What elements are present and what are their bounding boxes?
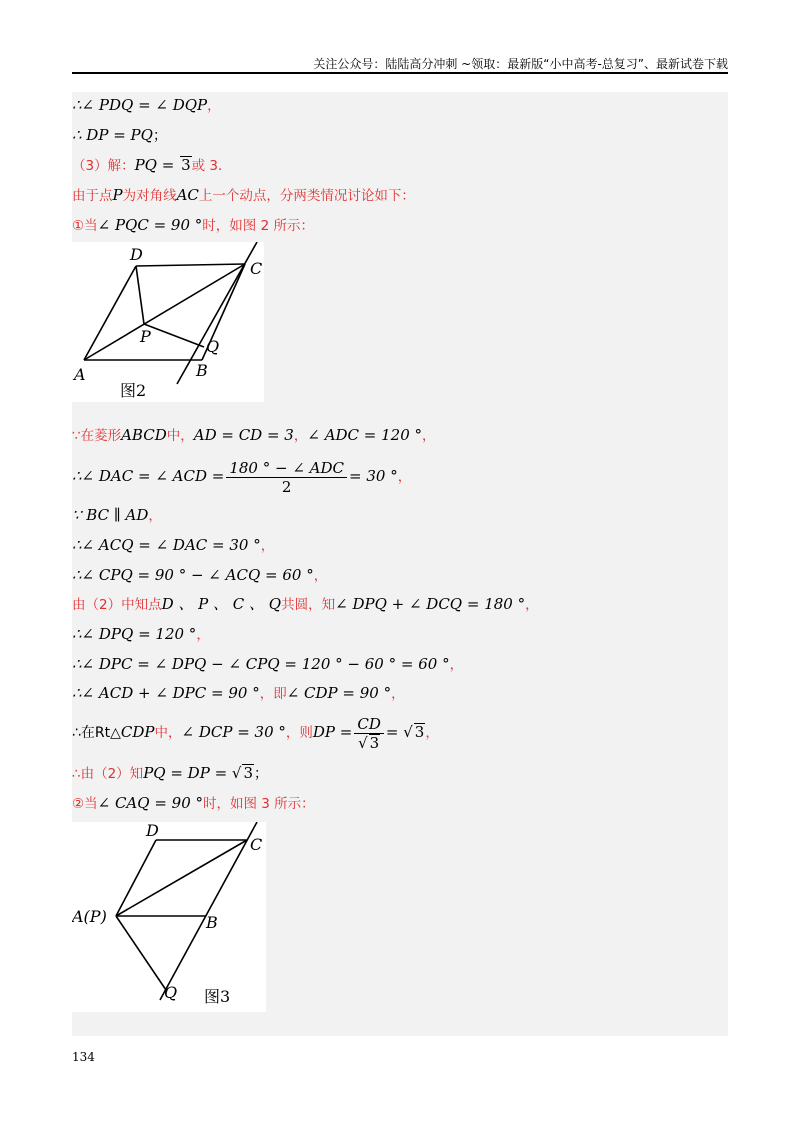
sqrt-value: 3 [414,723,425,741]
text: ，则 [285,725,313,741]
math-text: ∠ CDP = 90 ° [286,684,392,702]
line-3 [72,154,232,177]
text: 上一个动点，分两类情况讨论如下： [198,188,415,204]
line-4 [72,184,415,207]
label-A: A [74,365,86,384]
line-2 [72,124,167,147]
math-text: ∵ BC ∥ AD [72,506,149,524]
math-text: ∴∠ PDQ = ∠ DQP [72,96,208,114]
text: ∴在Rt△ [72,725,121,741]
text: 时，如图 3 所示： [203,796,315,812]
line-14 [72,682,405,705]
math-text: PQ = [134,156,180,174]
line-1 [72,94,221,117]
page-header: 关注公众号：陆陆高分冲刺 ~领取：最新版“小中高考-总复习”、最新试卷下载 [313,57,728,71]
text: ， [391,686,405,702]
sqrt-value: 3 [181,156,191,174]
math-text: ∴ DP = PQ [72,126,153,144]
text: 共圆，知 [281,597,336,613]
math-text: DP = [312,723,353,741]
text: ，即 [259,686,287,702]
math-text: ∠ CAQ = 90 ° [97,794,204,812]
text: 由于点 [72,188,113,204]
numerator: CD [354,715,384,734]
math-text: AD = CD = 3 [193,426,294,444]
line-8 [72,504,162,527]
math-text: ∠ DCP = 30 ° [181,723,286,741]
punct: ， [397,469,412,485]
math-text: = [385,723,404,741]
text: 由（2）中知点 [72,597,162,613]
step-label: （3）解： [72,158,135,174]
punct: ； [152,128,167,144]
punct: ， [148,508,162,524]
line-16: ∴由（2）知PQ = DP = √ 3； [72,764,269,782]
math-text: ∠ PQC = 90 ° [97,216,203,234]
sqrt-value: 3 [243,764,254,782]
punct: ， [207,98,221,114]
line-6 [72,424,436,447]
math-text: ∠ ADC = 120 ° [307,426,423,444]
figure-2 [72,242,264,402]
punct: ， [260,538,275,554]
label-D: D [146,822,159,840]
text: ∵在菱形 [72,428,122,444]
math-text: CDP [120,723,155,741]
punct: ， [425,725,439,741]
line-11 [72,593,539,616]
math-text: PQ = DP = [143,764,232,782]
math-text: = 30 ° [349,467,398,485]
answer-text: 或 3． [191,158,232,174]
math-text: P [112,186,123,204]
text: ， [422,428,436,444]
label-D: D [130,245,143,264]
label-Q: Q [164,983,178,1002]
line-13 [72,653,463,676]
math-text: D 、 P 、 C 、 Q [161,595,282,613]
figure-3 [72,822,266,1012]
math-text: ∴∠ DPC = ∠ DPQ − ∠ CPQ = 120 ° − 60 ° = 60 ° [72,655,450,673]
label-B: B [196,361,208,380]
text: ①当 [72,218,98,234]
punct: ， [196,627,210,643]
text: 时，如图 2 所示： [202,218,314,234]
label-C: C [250,259,263,278]
fraction [354,715,384,752]
label-Q: Q [206,337,220,356]
denominator: √ 3 [358,733,380,752]
text: 中， [154,725,182,741]
sqrt-value: 3 [369,733,380,752]
line-17 [72,792,315,815]
figure-caption: 图3 [204,987,231,1006]
numerator: 180 ° − ∠ ADC [226,459,347,478]
text: ， [293,428,308,444]
line-9 [72,534,274,557]
line-5 [72,214,314,237]
punct: ， [449,657,464,673]
text: ∴由（2）知 [72,766,144,782]
solution-content [72,92,728,1036]
math-text: ∠ DPQ + ∠ DCQ = 180 ° [335,595,526,613]
fraction [226,459,347,496]
label-C: C [250,835,263,854]
math-text: ∴∠ DPQ = 120 ° [72,625,197,643]
math-text: ABCD [121,426,167,444]
line-15: ∴在Rt△CDP中，∠ DCP = 30 °，则DP = $\frac{CD}{√ 3}$ = √ 3， [72,714,439,752]
line-10 [72,564,327,587]
denominator: 2 [281,477,292,496]
header-rule [72,72,728,74]
punct: ； [254,766,269,782]
line-12 [72,623,210,646]
punct: ， [313,568,328,584]
figure-caption: 图2 [120,381,147,400]
math-text: ∴∠ CPQ = 90 ° − ∠ ACQ = 60 ° [72,566,314,584]
math-text: ∴∠ ACD + ∠ DPC = 90 ° [72,684,260,702]
label-B: B [206,913,218,932]
text: 中， [166,428,194,444]
label-A-P: A(P) [72,907,107,926]
label-P: P [140,327,151,346]
page-number: 134 [72,1050,95,1064]
math-text: ∴∠ ACQ = ∠ DAC = 30 ° [72,536,261,554]
text: 为对角线 [122,188,177,204]
text: ， [525,597,539,613]
line-7 [72,454,411,499]
text: ②当 [72,796,98,812]
math-text: ∴∠ DAC = ∠ ACD = [72,467,225,485]
math-text: AC [176,186,199,204]
